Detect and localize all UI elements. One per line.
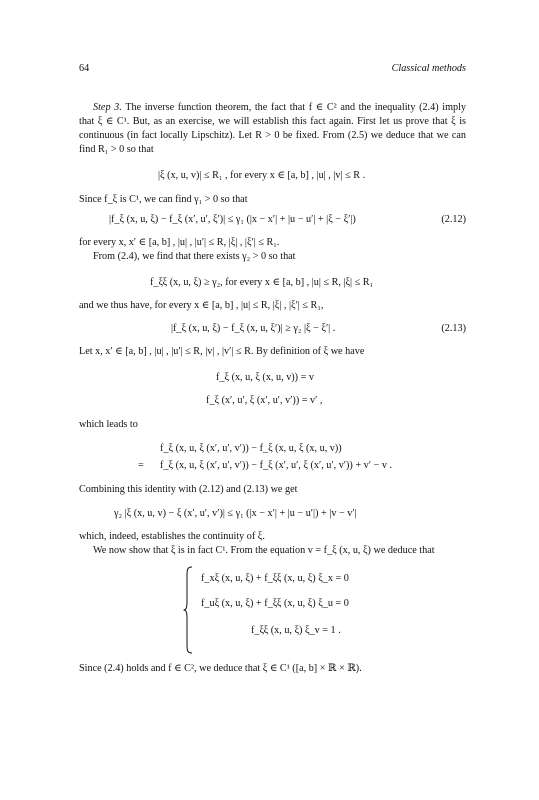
equation-definition-2: f_ξ (x′, u′, ξ (x′, u′, v′)) = v′ , [206, 395, 323, 406]
paragraph-for-every: for every x, x′ ∈ [a, b] , |u| , |u′| ≤ R, |ξ| , |ξ′| ≤ R₁. [79, 237, 280, 248]
equation-number-2-12: (2.12) [441, 214, 466, 225]
equals-sign: = [138, 460, 144, 471]
system-row-2: f_uξ (x, u, ξ) + f_ξξ (x, u, ξ) ξ_u = 0 [201, 598, 349, 609]
paragraph-from-2-4: From (2.4), we find that there exists γ₂ > 0 so that [93, 251, 296, 262]
equation-2-13: |f_ξ (x, u, ξ) − f_ξ (x, u, ξ′)| ≥ γ₂ |ξ − ξ′| . [171, 323, 336, 334]
paragraph-continuity: which, indeed, establishes the continuity of ξ. [79, 531, 265, 542]
equation-system [183, 566, 423, 654]
equation-2-12: |f_ξ (x, u, ξ) − f_ξ (x′, u′, ξ′)| ≤ γ₁ (|x − x′| + |u − u′| + |ξ − ξ′|) [109, 214, 356, 225]
paragraph-step-3-text: The inverse function theorem, the fact that f ∈ C² and the inequality (2.4) imply that ξ ∈ C¹. But, as an exercise, we will establish this fact again. First let us prove that ξ is continuous (in fact locally Lipschitz). Let R > 0 be fixed. From (2.5) we deduce that we can find R₁ > 0 so that [79, 102, 467, 155]
step-label: Step 3. [93, 102, 122, 113]
equation-xi-bound: |ξ (x, u, v)| ≤ R₁ , for every x ∈ [a, b] , |u| , |v| ≤ R . [158, 170, 366, 181]
paragraph-since-fxi: Since f_ξ is C¹, we can find γ₁ > 0 so that [79, 194, 248, 205]
left-brace-icon [183, 566, 193, 654]
paragraph-combining: Combining this identity with (2.12) and (2.13) we get [79, 484, 298, 495]
equation-number-2-13: (2.13) [441, 323, 466, 334]
system-row-3: f_ξξ (x, u, ξ) ξ_v = 1 . [251, 625, 341, 636]
paragraph-c1: We now show that ξ is in fact C¹. From the equation v = f_ξ (x, u, ξ) we deduce that [93, 545, 435, 556]
paragraph-let-x: Let x, x′ ∈ [a, b] , |u| , |u′| ≤ R, |v| , |v′| ≤ R. By definition of ξ we have [79, 346, 365, 357]
equation-definition-1: f_ξ (x, u, ξ (x, u, v)) = v [216, 372, 315, 383]
page-number: 64 [79, 63, 90, 74]
page-header [79, 62, 466, 76]
paragraph-step-3 [79, 101, 466, 157]
equation-identity-line-2: f_ξ (x, u, ξ (x′, u′, v′)) − f_ξ (x′, u′, ξ (x′, u′, v′)) + v′ − v . [160, 460, 393, 471]
system-row-1: f_xξ (x, u, ξ) + f_ξξ (x, u, ξ) ξ_x = 0 [201, 573, 349, 584]
equation-identity-line-1: f_ξ (x, u, ξ (x′, u′, v′)) − f_ξ (x, u, ξ (x, u, v)) [160, 443, 342, 454]
paragraph-conclusion: Since (2.4) holds and f ∈ C², we deduce that ξ ∈ C¹ ([a, b] × ℝ × ℝ). [79, 663, 362, 674]
running-head: Classical methods [391, 63, 466, 74]
equation-lipschitz: γ₂ |ξ (x, u, v) − ξ (x′, u′, v′)| ≤ γ₁ (|x − x′| + |u − u′|) + |v − v′| [114, 508, 357, 519]
paragraph-which-leads-to: which leads to [79, 419, 138, 430]
paragraph-we-thus-have: and we thus have, for every x ∈ [a, b] , |u| ≤ R, |ξ| , |ξ′| ≤ R₁, [79, 300, 324, 311]
equation-gamma2-bound: f_ξξ (x, u, ξ) ≥ γ₂, for every x ∈ [a, b] , |u| ≤ R, |ξ| ≤ R₁ [150, 277, 374, 288]
